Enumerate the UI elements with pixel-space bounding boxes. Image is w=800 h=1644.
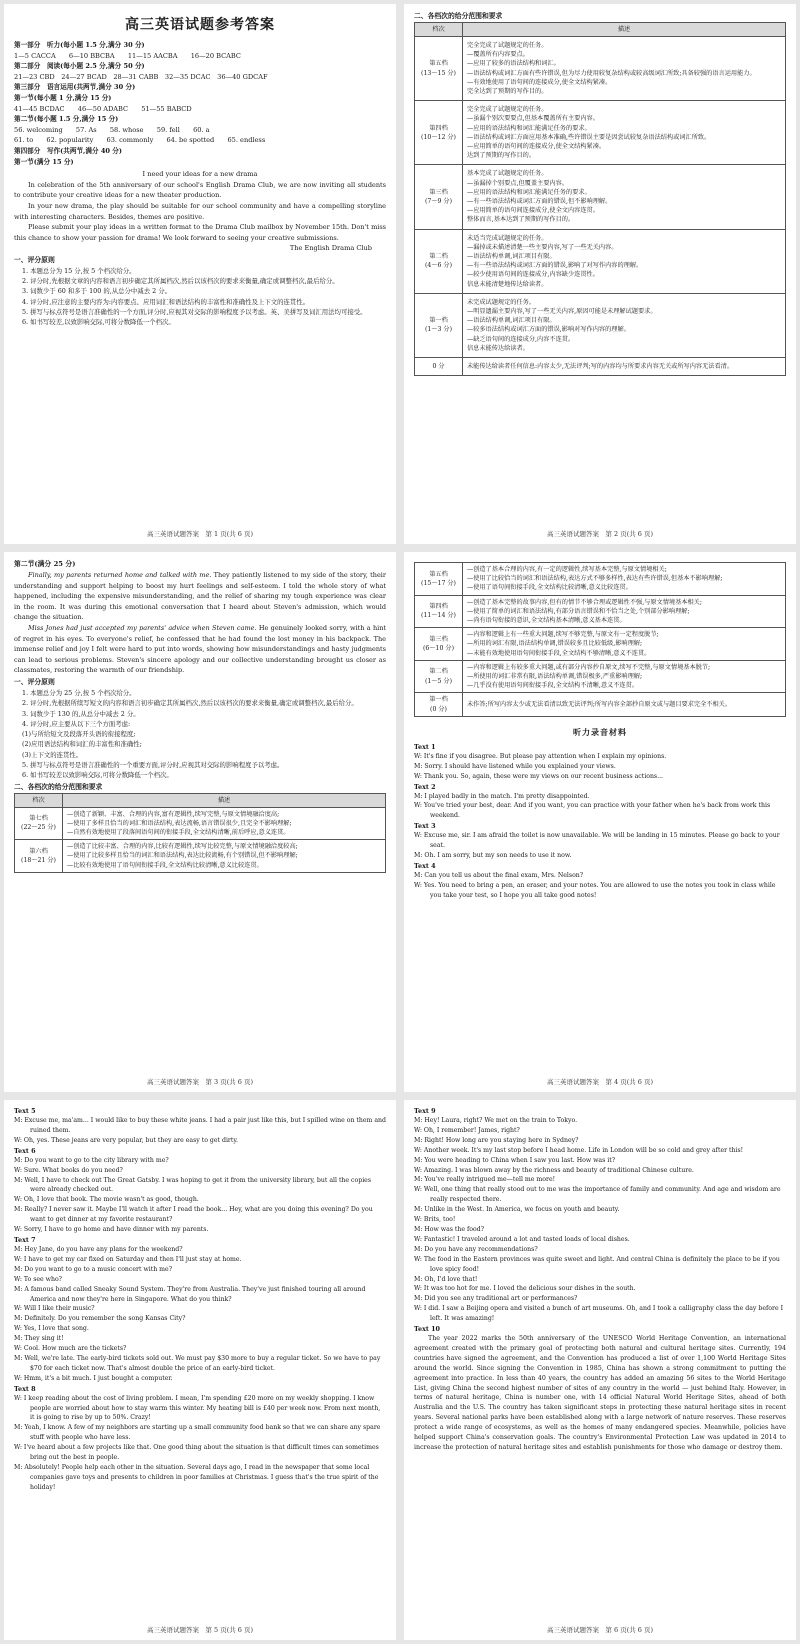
grade-desc-line: —创造了新颖、丰富、合理的内容,富有逻辑性,续写完整,与原文情境融洽度高; (67, 810, 280, 818)
grade-level-line: (22～25 分) (21, 824, 56, 832)
page-footer: 高三英语试题答案 第 1 页(共 6 页) (146, 530, 254, 538)
dialogue-line: W: Well, one thing that really stood out to me was the importance of family and community. And age and wisdom are really respected there. (414, 1186, 781, 1204)
grade-desc-line: —语法结构单调,词汇项目有限。 (467, 317, 556, 325)
col-level: 档次 (415, 23, 463, 37)
answer-line: 第一节(满分 15 分) (14, 157, 74, 166)
grade-desc-line: 未作答;所写内容太少或无法看清以致无法评判;所写内容全部抄自原文或与题目要求完全不相关。 (467, 701, 732, 709)
dialogue-line: M: A famous band called Sneaky Sound System. They're from Australia. They've just finished touring all around America and now they're here in Singapore. What do you think? (14, 1285, 366, 1303)
dialogue-line: M: Definitely. Do you remember the song Kansas City? (14, 1315, 186, 1323)
dialogue-line: W: Brits, too! (414, 1216, 456, 1224)
page-footer: 高三英语试题答案 第 4 页(共 6 页) (546, 1078, 654, 1086)
rule-item: 4. 评分时,应注意的主要内容为:内容要点、应用词汇和语法结构的丰富性和准确性及上下文的连贯性。 (22, 297, 310, 306)
grade-heading: 二、各档次的给分范围和要求 (414, 12, 503, 20)
grade-desc-line: 完全完成了试题规定的任务。 (467, 42, 548, 49)
dialogue-line: W: Excuse me, sir. I am afraid the toilet is now unavailable. We will be landing in 15 minutes. Please go back to your seat. (414, 832, 780, 850)
grade-desc-line: 完全达到了预期的写作目的。 (467, 88, 548, 96)
answer-line: 41—45 BCDAC 46—50 ADABC 51—55 BABCD (14, 104, 192, 113)
dialogue-line: M: Hey Jane, do you have any plans for the weekend? (14, 1245, 183, 1253)
grade-desc-line: —缺乏语句间的连接成分,内容不连贯。 (467, 335, 575, 343)
grade-desc-line: 基本完成了试题规定的任务。 (467, 170, 548, 178)
grade-description (463, 660, 786, 693)
dialogue-line: M: Do you want to go to a music concert with me? (14, 1265, 173, 1273)
grade-desc-line: —创造了比较丰富、合理的内容,比较有逻辑性,续写比较完整,与原文情境融洽度较高; (67, 843, 298, 851)
dialogue-line: M: Well, I have to check out The Great Gatsby. I was hoping to get it from the university library, but all the copies were already checked out. (14, 1176, 372, 1194)
answer-line: 56. welcoming 57. As 58. whose 59. fell 60. a (14, 125, 210, 134)
rule-item: (2)应用语法结构和词汇的丰富性和准确性; (22, 740, 142, 749)
essay-paragraph (14, 570, 386, 623)
rule-item: 6. 如书写较差,以致影响交际,可将分数降低一个档次。 (22, 318, 175, 327)
grade-description (63, 840, 386, 873)
grade-level (415, 563, 463, 596)
dialogue-line: W: Oh, I love that book. The movie wasn't as good, though. (14, 1196, 199, 1204)
grade-desc-line: —未能有效地使用语句间衔接手段,全文结构不够清晰,意义不连贯。 (467, 649, 651, 657)
answer-line: 第一部分 听力(每小题 1.5 分,满分 30 分) (14, 41, 145, 49)
dialogue-line: M: Really? I never saw it. Maybe I'll watch it after I read the book... Hey, what are you doing this evening? Do you want to get dinner at my favorite restaurant? (14, 1206, 373, 1224)
rule-item: 5. 拼写与标点符号是语言准确性的一个重要方面,评分时,应视其对交际的影响程度予以考虑。 (22, 761, 284, 770)
grade-desc-line: —所用的词汇有限,语法结构单调,错误较多且比较低级,影响理解; (467, 640, 643, 648)
paragraph-lead: Miss Jones had just accepted my parents' advice when Steven came. (28, 623, 257, 632)
text-heading: Text 2 (414, 782, 436, 791)
grade-description (463, 628, 786, 661)
grade-desc-line: —使用了多样且恰当的词汇和语法结构,表达流畅,语言错误很少,且完全不影响理解; (67, 819, 292, 827)
grade-desc-line: 未完成试题规定的任务。 (467, 298, 536, 306)
grade-description (463, 293, 786, 357)
grade-row (415, 693, 786, 716)
grade-desc-line: —明显遗漏主要内容,写了一些无关内容,原因可能是未理解试题要求。 (467, 308, 657, 316)
page-footer: 高三英语试题答案 第 3 页(共 6 页) (146, 1078, 254, 1086)
dialogue-line: W: Fantastic! I traveled around a lot and tasted loads of local dishes. (414, 1235, 630, 1243)
grade-row (415, 101, 786, 165)
grade-level-line: (15～17 分) (421, 579, 456, 587)
grade-desc-line: —应用的语法结构和词汇能满足任务的要求。 (467, 188, 591, 196)
grade-row (415, 293, 786, 357)
grade-level-line: 第六档 (29, 847, 48, 855)
listening-title: 听力录音材料 (573, 726, 627, 737)
dialogue-line: W: I did. I saw a Beijing opera and visited a bunch of art museums. Oh, and I took a calligraphy class the day before I left. It was amazing! (414, 1305, 784, 1323)
grade-level (415, 628, 463, 661)
grade-level-line: (18～21 分) (21, 857, 56, 865)
grade-desc-line: 信息未能传达给读者。 (467, 344, 529, 352)
grade-desc-line: —使用了比较多样且恰当的词汇和语法结构,表达比较流畅,有个别错误,但不影响理解; (67, 852, 298, 860)
grade-row (415, 628, 786, 661)
rule-item: 3. 词数少于 60 和多于 100 的,从总分中减去 2 分。 (22, 287, 171, 296)
dialogue-line: M: Hey! Laura, right? We met on the train to Tokyo. (414, 1117, 578, 1124)
grade-desc-line: —语法结构或词汇方面有些许错误,但为尽力使用较复杂结构或较高级词汇所致;具备较强的语言运用能力。 (467, 69, 756, 77)
grade-level-line: 第四档 (429, 124, 448, 132)
grade-desc-line: —较少使用语句间的连接成分,内容缺少连贯性。 (467, 271, 599, 279)
dialogue-line: W: Yes, I love that song. (14, 1325, 89, 1333)
answer-line: 第一节(每小题 1 分,满分 15 分) (14, 93, 112, 102)
grade-desc-line: 整体而言,基本达到了预期的写作目的。 (467, 216, 575, 224)
grade-level (415, 660, 463, 693)
rule-item: 2. 评分时,先根据文章的内容和语言初步确定其所属档次,然后以该档次的要求来衡量,确定或调整档次,最后给分。 (22, 277, 339, 286)
grade-row (415, 165, 786, 229)
essay-paragraph (14, 623, 386, 676)
dialogue-line: W: I have to get my car fixed on Saturday and then I'll just stay at home. (14, 1255, 242, 1263)
grade-desc-line: —有一些语法结构或词汇方面的错误,但不影响理解。 (467, 198, 612, 206)
dialogue-line: W: Sorry, I have to go home and have dinner with my parents. (14, 1226, 209, 1234)
grade-row (15, 840, 386, 873)
dialogue-line: W: Oh, yes. These jeans are very popular, but they are easy to get dirty. (14, 1136, 239, 1144)
continuation-essay (14, 570, 386, 676)
grade-desc-line: 达到了预期的写作目的。 (467, 152, 536, 160)
grade-level (15, 807, 63, 840)
dialogue-line: M: Do you want to go to the city library with me? (14, 1156, 169, 1164)
grade-desc-line: —内容和逻辑上有一些重大问题,续写不够完整,与原文有一定程度脱节; (467, 631, 659, 639)
grade-table (414, 562, 786, 717)
grade-row (415, 660, 786, 693)
rule-item: 1. 本题总分为 25 分,按 5 个档次给分。 (22, 688, 136, 697)
grade-row (415, 595, 786, 628)
answer-line: 21—23 CBD 24—27 BCAD 28—31 CABB 32—35 DCAC 36—40 GDCAF (14, 72, 268, 81)
grade-desc-line: —语法结构或词汇方面应用基本准确,些许错误主要是因尝试较复杂语法结构或词汇所致。 (467, 133, 711, 141)
grade-level (415, 293, 463, 357)
document-title: 高三英语试题参考答案 (125, 17, 275, 33)
dialogue-line: W: To see who? (14, 1275, 62, 1283)
paragraph-body: He genuinely looked sorry, with a hint of regret in his eyes. To everyone's relief, he confessed that he had found the lost money in his backpack. The immense relief and joy I felt were hard to put into words, showing how misunderstandings and hasty judgments can lead to serious problems. Steven's sincere apology and our collective understanding brought us closer as classmates, restoring the warmth of our friendship. (14, 623, 387, 675)
essay-signature: The English Drama Club (289, 244, 372, 253)
grade-desc-line: 未适当完成试题规定的任务。 (467, 234, 548, 242)
answer-line: 第四部分 写作(共两节,满分 40 分) (14, 146, 123, 155)
text-heading: Text 8 (14, 1384, 36, 1393)
page-5 (4, 1100, 396, 1640)
grade-heading: 二、各档次的给分范围和要求 (14, 782, 103, 791)
rule-item: 1. 本题总分为 15 分,按 5 个档次给分。 (22, 266, 136, 275)
page-1 (4, 4, 396, 544)
grade-description (463, 595, 786, 628)
dialogue-line: W: Oh, I remember! James, right? (414, 1126, 520, 1134)
text-heading: Text 7 (14, 1235, 36, 1244)
grade-desc-line: 未能传达给读者任何信息:内容太少,无法评判;写的内容均与所要求内容无关或所写内容无法看清。 (467, 363, 734, 371)
answer-line: 第二节(每小题 1.5 分,满分 15 分) (14, 115, 119, 124)
dialogue-line: M: Yeah, I know. A few of my neighbors are starting up a small community food bank so that we can share any spare stuff with people who have less. (14, 1424, 381, 1442)
grade-desc-line: —比较有效地使用了语句间衔接手段,全文结构比较清晰,意义比较连贯。 (67, 861, 263, 869)
scoring-rules (14, 688, 386, 781)
grade-desc-line: 信息未能清楚地传达给读者。 (467, 280, 548, 288)
grade-desc-line: —内容和逻辑上有较多重大问题,或有部分内容抄自原文,续写不完整,与原文情境基本脱节; (467, 663, 711, 671)
grade-level-line: (10～12 分) (421, 133, 456, 141)
dialogue-line: W: Cool. How much are the tickets? (14, 1345, 127, 1353)
grade-level (415, 358, 463, 376)
grade-level-line: 第四档 (429, 603, 448, 611)
grade-description (463, 693, 786, 716)
grade-desc-line: —语法结构单调,词汇项目有限。 (467, 253, 556, 261)
rule-item: 6. 如书写较差以致影响交际,可将分数降低一个档次。 (22, 771, 173, 780)
text-heading: Text 4 (414, 862, 436, 870)
dialogue-line: W: It was too hot for me. I loved the delicious sour dishes in the south. (414, 1285, 636, 1293)
grade-level-line: 第三档 (429, 188, 448, 196)
grade-description (63, 807, 386, 840)
grade-level-line: (13～15 分) (421, 69, 456, 77)
dialogue-line: W: I've heard about a few projects like that. One good thing about the situation is that difficult times can sometimes bring out the best in people. (14, 1444, 379, 1462)
answer-key-lines (14, 40, 386, 167)
grade-level (415, 37, 463, 101)
grade-desc-line: —虽漏掉个别要点,但覆盖主要内容。 (467, 179, 568, 187)
dialogue-line: W: Will I like their music? (14, 1305, 95, 1313)
grade-description (463, 358, 786, 376)
grade-level-line: 第五档 (429, 60, 448, 68)
text-heading: Text 10 (414, 1325, 440, 1334)
grade-desc-line: —使用了简单的词汇和语法结构,有部分语言错误和不恰当之处,个别部分影响理解; (467, 607, 690, 615)
rule-item: 3. 词数少于 130 的,从总分中减去 2 分。 (22, 709, 140, 718)
grade-desc-line: —自然有效地使用了段落间语句间的衔接手段,全文结构清晰,前后呼应,意义连贯。 (67, 829, 290, 837)
dialogue-line: M: Well, we're late. The early-bird tickets sold out. We must pay $30 more to buy a regular ticket. So we have to pay $70 for each ticket now. That's almost double the price of an early-bird ticket. (14, 1354, 381, 1372)
grade-level-line: 第二档 (429, 668, 448, 676)
dialogue-line: M: Did you see any traditional art or performances? (414, 1295, 578, 1303)
grade-level-line: (1～5 分) (424, 677, 453, 685)
grade-desc-line: —应用简单的语句间连接成分,使全文内容连贯。 (467, 207, 599, 215)
rule-item: (3)上下文的连贯性。 (22, 750, 83, 759)
grade-level-line: (4～6 分) (424, 262, 453, 270)
grade-level-line: (1～3 分) (424, 326, 453, 334)
rules-heading: 一、评分原则 (14, 255, 55, 264)
grade-desc-line: —尚有语句衔接的意识,全文结构基本清晰,意义基本连贯。 (467, 617, 626, 625)
page-footer: 高三英语试题答案 第 6 页(共 6 页) (546, 1626, 654, 1634)
dialogue-line: W: Amazing. I was blown away by the richness and beauty of traditional Chinese culture. (414, 1166, 694, 1174)
grade-desc-line: —创造了基本完整的故事内容,但有的情节不够合理或逻辑性不强,与原文情境基本相关; (467, 598, 702, 606)
dialogue-line: M: I played badly in the match. I'm pretty disappointed. (414, 792, 590, 800)
grade-desc-line: —覆盖所有内容要点。 (467, 51, 529, 59)
paragraph-lead: Finally, my parents returned home and talked with me. (28, 571, 212, 579)
dialogue-line: W: You've tried your best, dear. And if you want, you can practice with your father when he's back from work this weekend. (414, 802, 771, 820)
text-heading: Text 5 (14, 1107, 36, 1115)
dialogue-line: W: Yes. You need to bring a pen, an eraser, and your notes. You are allowed to use the notes you took in class while you take your test, so I hope you all take good notes! (414, 881, 776, 899)
grade-level (415, 229, 463, 293)
answer-line: 第二部分 阅读(每小题 2.5 分,满分 50 分) (14, 62, 145, 71)
dialogue-line: M: They sing it! (14, 1335, 64, 1343)
essay-paragraph: In celebration of the 5th anniversary of our school's English Drama Club, we are now inviting all students to contribute your creative ideas for a new theater production. (14, 180, 386, 200)
rule-item: 2. 评分时,先根据所续写短文的内容和语言初步确定其所属档次,然后以该档次的要求来衡量,确定或调整档次,最后给分。 (22, 699, 358, 708)
page-footer: 高三英语试题答案 第 5 页(共 6 页) (146, 1626, 254, 1634)
dialogue-line: M: Unlike in the West. In America, we focus on youth and beauty. (414, 1206, 620, 1214)
grade-level-line: 0 分 (432, 363, 445, 371)
page-6 (404, 1100, 796, 1640)
grade-row (15, 807, 386, 840)
grade-table (414, 22, 786, 376)
dialogue-line: M: Do you have any recommendations? (414, 1245, 538, 1253)
grade-level-line: 第二档 (429, 253, 448, 261)
page-footer: 高三英语试题答案 第 2 页(共 6 页) (546, 530, 654, 538)
listening-texts (414, 742, 786, 901)
dialogue-line: M: Sorry. I should have listened while you explained your views. (414, 762, 616, 770)
dialogue-line: W: Thank you. So, again, these were my views on our recent business actions... (414, 772, 664, 780)
grade-desc-line: —有效地使用了语句间的连接成分,使全文结构紧凑。 (467, 78, 612, 86)
grade-level-line: (11～14 分) (421, 612, 456, 620)
scoring-rules (14, 266, 386, 328)
col-description: 描述 (63, 793, 386, 807)
text-heading: Text 9 (414, 1107, 436, 1115)
paragraph-body: They patiently listened to my side of the story, their understanding and support helping to boost my hurt feelings and self-esteem. I told the whole story of what happened, including the expensive misunderstanding, and the relief of sharing my tough experience was clear in the room. It was during this emotional conversation that I heard about Steven's admission, which would change the situation. (14, 571, 386, 622)
grade-desc-line: —应用的语法结构和词汇能满足任务的要求。 (467, 124, 591, 132)
grade-level (415, 595, 463, 628)
dialogue-line: W: Another week. It's my last stop before I head home. Life in London will be so cold and grey after this! (414, 1146, 744, 1154)
grade-level (415, 165, 463, 229)
col-level: 档次 (15, 793, 63, 807)
rule-item: 5. 拼写与标点符号是语言准确性的一个方面,评分时,应视其对交际的影响程度予以考虑。英、美拼写及词汇用法均可接受。 (22, 308, 367, 317)
grade-desc-line: —创造了基本合理的内容,有一定的逻辑性,续写基本完整,与原文情境相关; (467, 566, 667, 573)
monologue-text: The year 2022 marks the 50th anniversary of the UNESCO World Heritage Convention, an international agreement created with the primary goal of protecting both natural and cultural heritage sites. Currently, 194 countries have signed the agreement, and the Convention has produced a list of over 1,100 World Heritage Sites around the world. Since signing the Convention in 1985, China has shown a strong commitment to putting the agreement into practice. In less than 40 years, the country has added an amazing 56 sites to the World Heritage List, giving China the second highest number of sites of any country in the world — just behind Italy. However, in terms of natural heritage, China is number one, with 14 official Natural World Heritage Sites, ahead of both Australia and the U.S. The country has taken significant steps in protecting these natural heritage sites in recent years. Several national parks have been established along with a large network of nature reserves. These reserves protect a wide range of ecosystems, as well as the homes of many endangered species. Meanwhile, policies have helped support China's conservation goals. The country's Environmental Protection Law was updated in 2014 to increase the protection of natural heritage sites and establish punishments for those who damage or destroy them. (414, 1335, 786, 1451)
grade-desc-line: —应用简单的语句间的连接成分,使全文结构紧凑。 (467, 143, 606, 151)
grade-description (463, 563, 786, 596)
grade-level (415, 101, 463, 165)
dialogue-line: M: Oh, I'd love that! (414, 1275, 478, 1283)
grade-level (415, 693, 463, 716)
grade-row (415, 563, 786, 596)
dialogue-line: M: Oh. I am sorry, but my son needs to use it now. (414, 852, 572, 860)
grade-table (14, 793, 386, 873)
text-heading: Text 3 (414, 822, 436, 831)
dialogue-line: M: Right! How long are you staying here in Sydney? (414, 1136, 579, 1144)
listening-texts (414, 1106, 786, 1324)
answer-line: 61. to 62. popularity 63. commonly 64. be spotted 65. endless (14, 136, 266, 145)
dialogue-line: W: Sure. What books do you need? (14, 1166, 123, 1174)
essay-title: I need your ideas for a new drama (142, 170, 258, 179)
grade-desc-line: —所使用的词汇非常有限,语法结构单调,错误极多,严重影响理解; (467, 673, 643, 681)
dialogue-line: W: It's fine if you disagree. But please pay attention when I explain my opinions. (414, 752, 667, 760)
dialogue-line: M: Can you tell us about the final exam, Mrs. Nelson? (414, 872, 584, 879)
rule-item: 4. 评分时,应主要从以下三个方面考虑: (22, 719, 131, 728)
grade-desc-line: —有一些语法结构或词汇方面的错误,影响了对写作内容的理解。 (467, 262, 643, 270)
grade-desc-line: —虽漏个别次要要点,但基本覆盖所有主要内容。 (467, 115, 599, 123)
text-heading: Text 1 (414, 742, 436, 751)
grade-description (463, 101, 786, 165)
listening-texts (14, 1106, 386, 1493)
dialogue-line: W: Hmm, it's a bit much. I just bought a computer. (14, 1374, 173, 1382)
dialogue-line: M: Absolutely! People help each other in the situation. Several days ago, I read in the newspaper that some local companies gave toys and presents to children in poor families at Christmas. I guess that's the true spirit of the holiday! (14, 1464, 379, 1491)
dialogue-line: M: How was the food? (414, 1225, 485, 1233)
grade-description (463, 229, 786, 293)
grade-level (15, 840, 63, 873)
grade-row (415, 358, 786, 376)
dialogue-line: M: You were heading to China when I saw you last. How was it? (414, 1156, 616, 1164)
col-description: 描述 (463, 23, 786, 37)
grade-desc-line: 完全完成了试题规定的任务。 (467, 106, 548, 114)
grade-description (463, 165, 786, 229)
grade-level-line: (7～9 分) (424, 198, 453, 206)
grade-level-line: 第一档 (429, 317, 448, 325)
dialogue-line: W: The food in the Eastern provinces was quite sweet and light. And central China is definitely the place to be if you love spicy food! (414, 1255, 780, 1273)
grade-desc-line: —几乎没有使用语句间衔接手段,全文结构不清晰,意义不连贯。 (467, 682, 638, 690)
rules-heading: 一、评分原则 (14, 677, 55, 686)
dialogue-line: W: I keep reading about the cost of living problem. I mean, I'm spending £20 more on my weekly shopping. I know people are worried about how to stay warm this winter. My heating bill is £40 per week now. From next month, it is going to rise by up to 50%. Crazy! (14, 1394, 381, 1422)
section-heading: 第二节(满分 25 分) (14, 560, 76, 568)
grade-level-line: (6～10 分) (423, 645, 454, 653)
grade-level-line: 第三档 (429, 635, 448, 643)
rule-item: (1)与所给短文及段落开头语的衔接程度; (22, 730, 136, 739)
grade-level-line: 第一档 (429, 696, 448, 704)
essay-paragraph: Please submit your play ideas in a written format to the Drama Club mailbox by November 15th. Don't miss this chance to show your passion for drama! We look forward to seeing your creative submissions. (14, 223, 386, 242)
grade-desc-line: —应用了较多的语法结构和词汇。 (467, 60, 560, 68)
page-2 (404, 4, 796, 544)
answer-line: 1—5 CACCA 6—10 BBCBA 11—15 AACBA 16—20 BCABC (14, 51, 241, 60)
dialogue-line: M: You've really intrigued me—tell me more! (414, 1176, 556, 1184)
page-4 (404, 552, 796, 1092)
page-3 (4, 552, 396, 1092)
grade-desc-line: —使用了比较恰当的词汇和语法结构,表达方式不够多样性,表达有些许错误,但基本不影响理解; (467, 575, 723, 583)
grade-desc-line: —漏掉或未描述清楚一些主要内容,写了一些无关内容。 (467, 243, 618, 251)
grade-level-line: (0 分) (430, 705, 447, 713)
answer-line: 第三部分 语言运用(共两节,满分 30 分) (14, 83, 136, 92)
grade-desc-line: —较多语法结构或词汇方面的错误,影响对写作内容的理解。 (467, 326, 630, 334)
text-heading: Text 6 (14, 1146, 36, 1155)
grade-level-line: 第七档 (29, 815, 48, 823)
model-essay (14, 180, 386, 244)
grade-level-line: 第五档 (429, 570, 448, 578)
grade-row (415, 229, 786, 293)
grade-row (415, 37, 786, 101)
grade-desc-line: —使用了语句间衔接手段,全文结构比较清晰,意义比较连贯。 (467, 584, 632, 592)
dialogue-line: M: Excuse me, ma'am... I would like to buy these white jeans. I had a pair just like this, but I spilled wine on them and ruined them. (14, 1117, 387, 1134)
essay-paragraph: In your new drama, the play should be suitable for our school community and have a compelling storyline with interesting characters. Besides, themes are positive. (14, 201, 386, 221)
grade-description (463, 37, 786, 101)
